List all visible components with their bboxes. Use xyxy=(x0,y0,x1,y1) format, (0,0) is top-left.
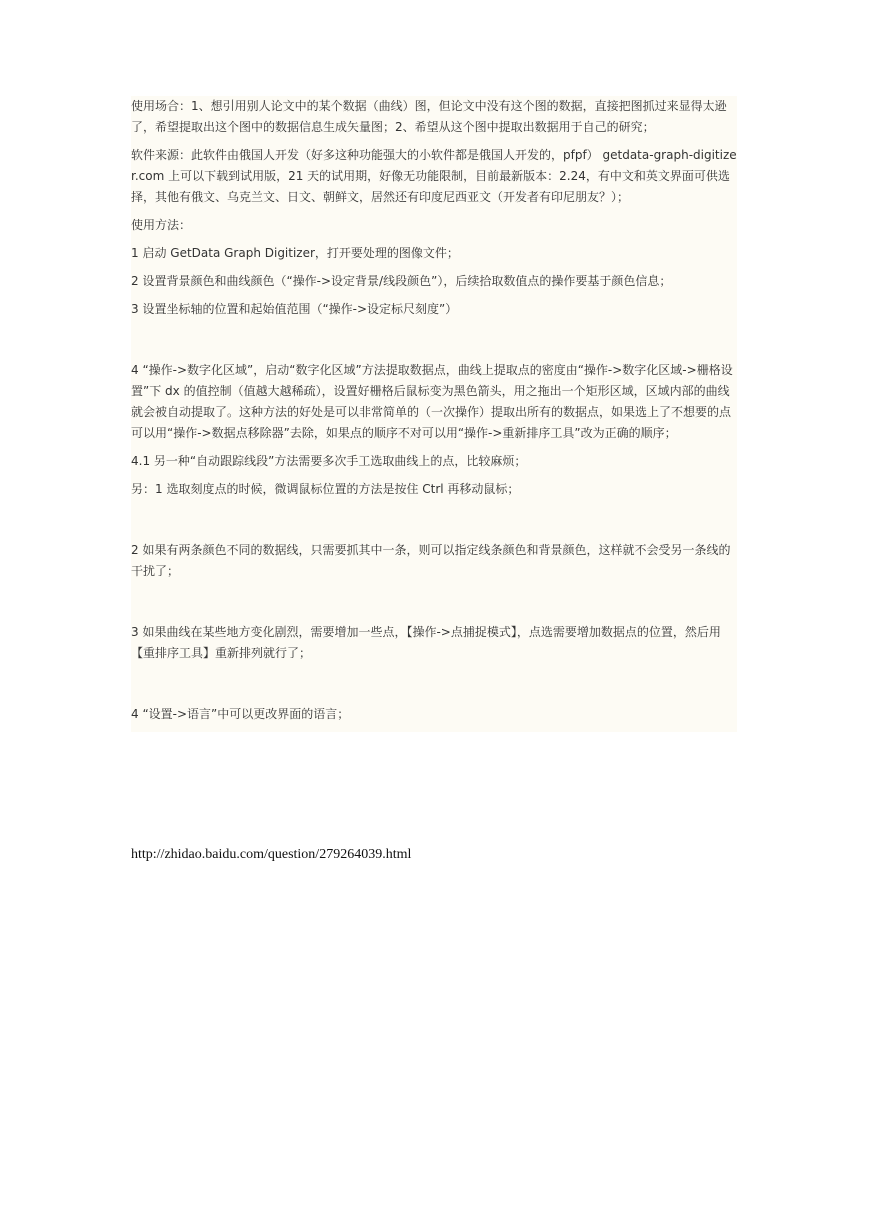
document-body xyxy=(131,96,737,732)
paragraph-usage-heading: 使用方法： xyxy=(131,218,192,232)
paragraph-step-3: 3 设置坐标轴的位置和起始值范围（“操作->设定标尺刻度”） xyxy=(131,302,458,316)
spacer xyxy=(131,507,737,540)
paragraph-step-1: 1 启动 GetData Graph Digitizer，打开要处理的图像文件； xyxy=(131,246,459,260)
spacer xyxy=(131,671,737,704)
paragraph-tip-2: 2 如果有两条颜色不同的数据线，只需要抓其中一条，则可以指定线条颜色和背景颜色，这样就不会受另一条线的干扰了； xyxy=(131,543,731,578)
paragraph-tip-1: 另：1 选取刻度点的时候，微调鼠标位置的方法是按住 Ctrl 再移动鼠标； xyxy=(131,482,520,496)
spacer xyxy=(131,589,737,622)
spacer xyxy=(131,327,737,360)
paragraph-tip-3: 3 如果曲线在某些地方变化剧烈，需要增加一些点，【操作->点捕捉模式】，点选需要增加数据点的位置，然后用【重排序工具】重新排列就行了； xyxy=(131,625,721,660)
paragraph-usage-scenario: 使用场合：1、想引用别人论文中的某个数据（曲线）图，但论文中没有这个图的数据，直接把图抓过来显得太逊了，希望提取出这个图中的数据信息生成矢量图；2、希望从这个图中提取出数据用于自己的研究； xyxy=(131,99,727,134)
paragraph-step-2: 2 设置背景颜色和曲线颜色（“操作->设定背景/线段颜色”），后续拾取数值点的操作要基于颜色信息； xyxy=(131,274,672,288)
paragraph-step-4-1: 4.1 另一种“自动跟踪线段”方法需要多次手工选取曲线上的点，比较麻烦； xyxy=(131,454,527,468)
paragraph-software-source: 软件来源：此软件由俄国人开发（好多这种功能强大的小软件都是俄国人开发的，pfpf） getdata-graph-digitizer.com 上可以下载到试用版，21 天的试用期，好像无功能限制，目前最新版本：2.24，有中文和英文界面可供选择，其他有俄文、乌克兰文、日文、朝鲜文，居然还有印度尼西亚文（开发者有印尼朋友？）； xyxy=(131,148,737,204)
paragraph-tip-4: 4 “设置->语言”中可以更改界面的语言； xyxy=(131,707,350,721)
paragraph-step-4: 4 “操作->数字化区域”，启动“数字化区域”方法提取数据点，曲线上提取点的密度由“操作->数字化区域->栅格设置”下 dx 的值控制（值越大越稀疏），设置好栅格后鼠标变为黑色箭头，用之拖出一个矩形区域，区域内部的曲线就会被自动提取了。这种方法的好处是可以非常简单的（一次操作）提取出所有的数据点，如果选上了不想要的点可以用“操作->数据点移除器”去除，如果点的顺序不对可以用“操作->重新排序工具”改为正确的顺序； xyxy=(131,363,733,440)
content-block xyxy=(131,96,737,732)
source-link[interactable]: http://zhidao.baidu.com/question/279264039.html xyxy=(131,847,412,862)
